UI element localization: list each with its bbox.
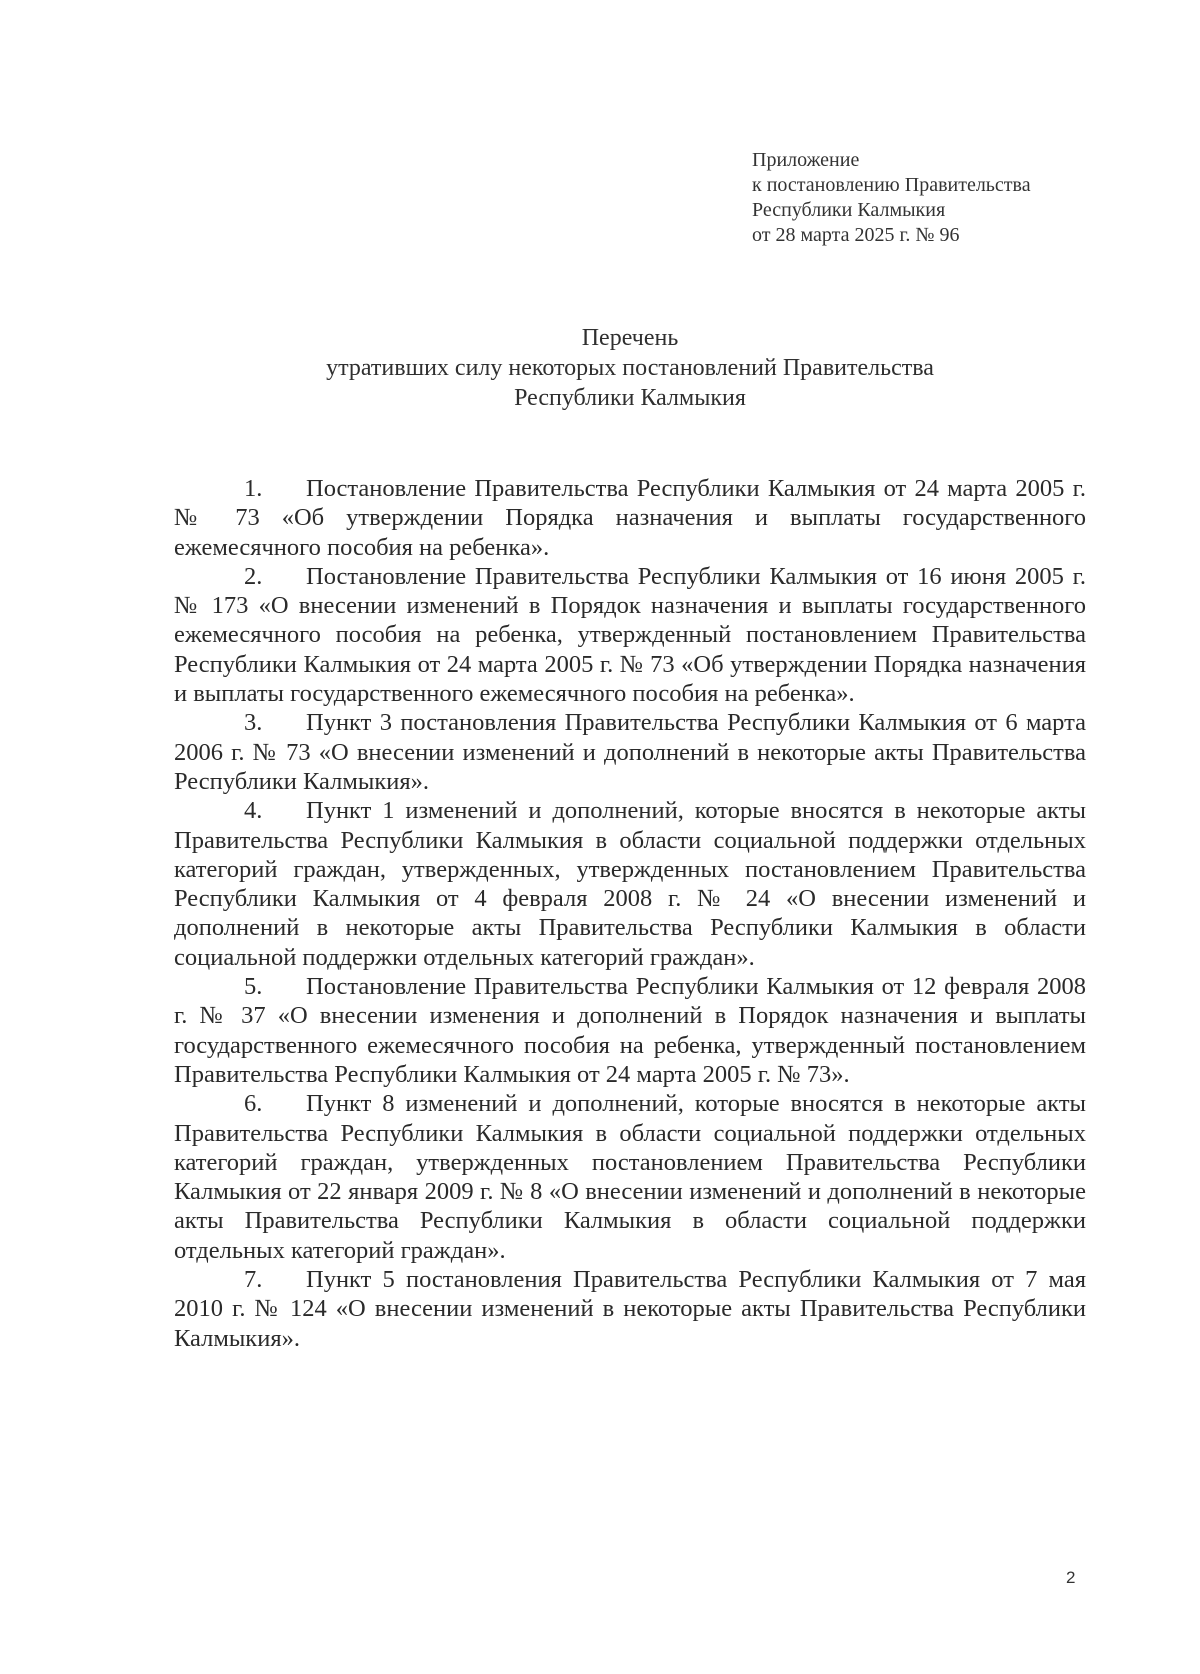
appendix-line: Республики Калмыкия xyxy=(752,199,946,221)
list-item xyxy=(174,1089,1086,1265)
item-text: Постановление Правительства Республики Калмыкия от 12 февраля 2008 г. № 37 «О внесении изменения и дополнений в Порядок назначения и выплаты государственного ежемесячного пособия на ребенка, утвержденный постановлением Правительства Республики Калмыкия от 24 марта 2005 г. № 73». xyxy=(174,973,1086,1088)
list-item xyxy=(174,972,1086,1089)
item-text: Постановление Правительства Республики Калмыкия от 24 марта 2005 г. № 73 «Об утверждении Порядка назначения и выплаты государственного ежемесячного пособия на ребенка». xyxy=(174,475,1086,561)
appendix-line: к постановлению Правительства xyxy=(752,174,1031,196)
title-line: утративших силу некоторых постановлений Правительства xyxy=(326,355,934,381)
item-text: Пункт 1 изменений и дополнений, которые вносятся в некоторые акты Правительства Республики Калмыкия в области социальной поддержки отдельных категорий граждан, утвержденных, утвержденных постановлением Правительства Республики Калмыкия от 4 февраля 2008 г. № 24 «О внесении изменений и дополнений в некоторые акты Правительства Республики Калмыкия в области социальной поддержки отдельных категорий граждан». xyxy=(174,797,1086,971)
list-item xyxy=(174,474,1086,562)
item-number: 2. xyxy=(244,562,263,590)
list-item xyxy=(174,708,1086,796)
title-line: Республики Калмыкия xyxy=(514,385,746,411)
item-number: 6. xyxy=(244,1090,263,1118)
list-item xyxy=(174,562,1086,708)
item-text: Пункт 3 постановления Правительства Республики Калмыкия от 6 марта 2006 г. № 73 «О внесении изменений и дополнений в некоторые акты Правительства Республики Калмыкия». xyxy=(174,709,1086,795)
item-number: 3. xyxy=(244,709,263,737)
item-text: Пункт 5 постановления Правительства Республики Калмыкия от 7 мая 2010 г. № 124 «О внесении изменений в некоторые акты Правительства Республики Калмыкия». xyxy=(174,1266,1086,1352)
item-number: 4. xyxy=(244,797,263,825)
title-line: Перечень xyxy=(581,325,679,351)
item-number: 5. xyxy=(244,973,263,1001)
list-item xyxy=(174,796,1086,972)
appendix-header xyxy=(752,148,1031,248)
document-title xyxy=(0,323,1200,413)
item-text: Пункт 8 изменений и дополнений, которые вносятся в некоторые акты Правительства Республики Калмыкия в области социальной поддержки отдельных категорий граждан, утвержденных постановлением Правительства Республики Калмыкия от 22 января 2009 г. № 8 «О внесении изменений и дополнений в некоторые акты Правительства Республики Калмыкия в области социальной поддержки отдельных категорий граждан». xyxy=(174,1090,1086,1264)
items-list xyxy=(174,474,1086,1353)
list-item xyxy=(174,1265,1086,1353)
item-number: 1. xyxy=(244,475,263,502)
appendix-date-line: от 28 марта 2025 г. № 96 xyxy=(752,224,960,246)
item-number: 7. xyxy=(244,1266,263,1294)
appendix-line: Приложение xyxy=(752,149,860,171)
item-text: Постановление Правительства Республики Калмыкия от 16 июня 2005 г. № 173 «О внесении изменений в Порядок назначения и выплаты государственного ежемесячного пособия на ребенка, утвержденный постановлением Правительства Республики Калмыкия от 24 марта 2005 г. № 73 «Об утверждении Порядка назначения и выплаты государственного ежемесячного пособия на ребенка». xyxy=(174,562,1086,708)
page-number: 2 xyxy=(1066,1568,1076,1587)
